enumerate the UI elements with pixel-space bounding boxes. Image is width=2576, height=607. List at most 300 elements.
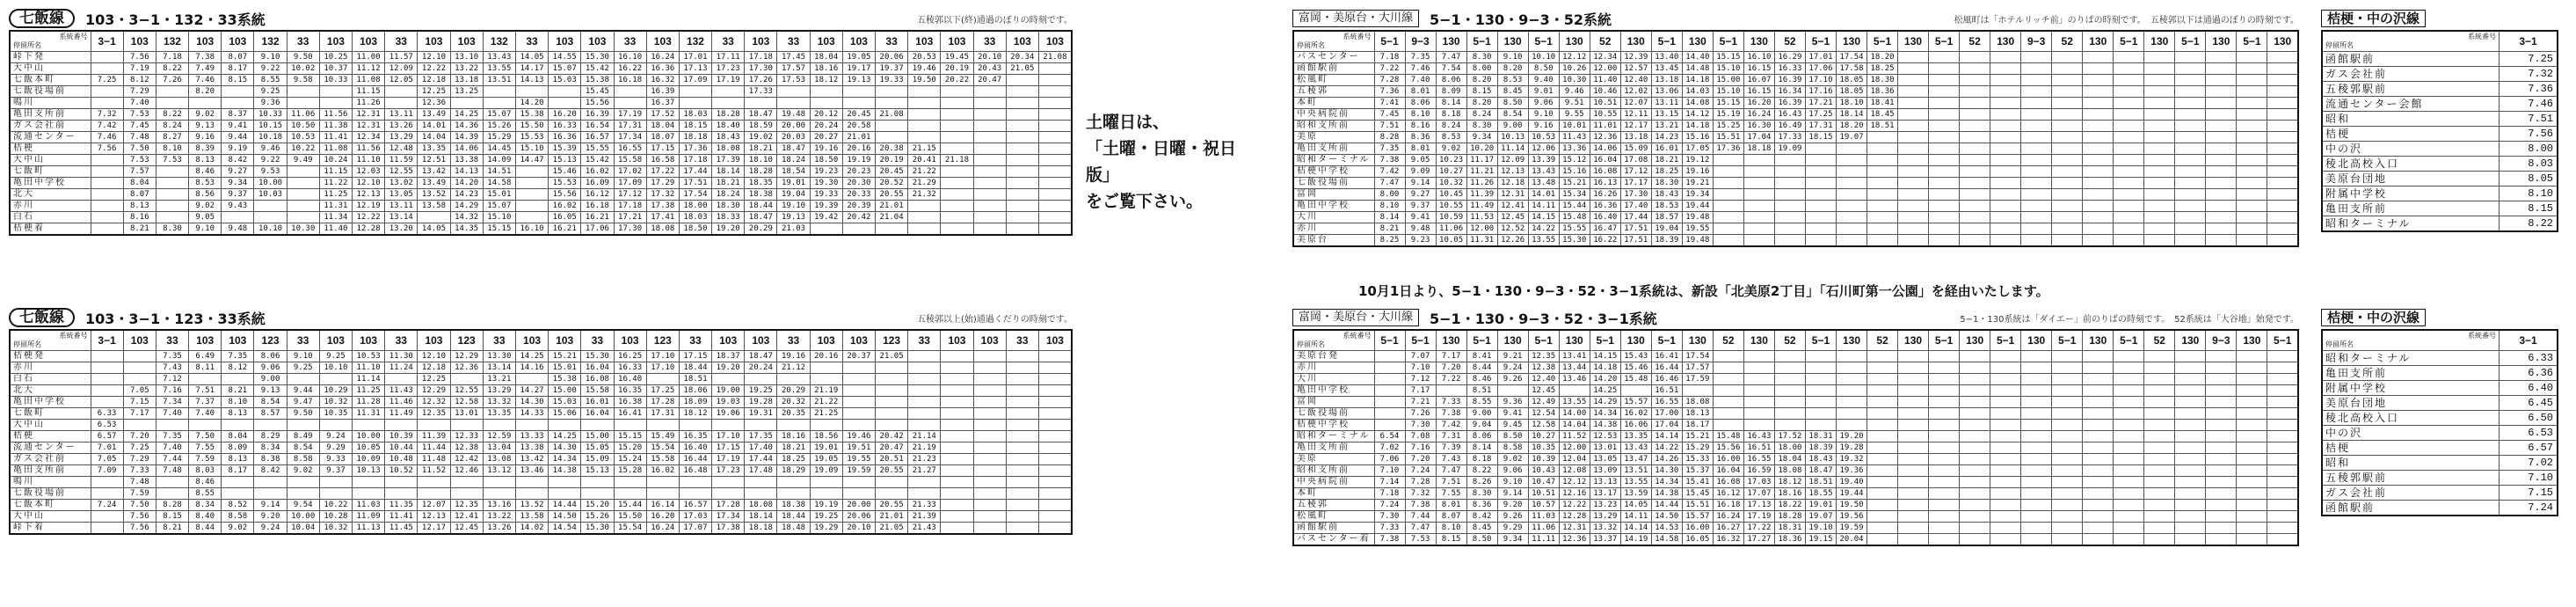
time-cell <box>908 109 941 121</box>
time-cell: 15.20 <box>581 500 614 511</box>
time-cell <box>2114 408 2144 420</box>
time-cell: 13.25 <box>450 86 483 98</box>
time-cell: 19.44 <box>1682 201 1713 212</box>
column-header-label: 系統番号 <box>59 332 88 340</box>
time-cell <box>2083 477 2114 488</box>
time-cell: 12.51 <box>418 155 450 166</box>
time-cell <box>91 86 123 98</box>
time-cell: 13.55 <box>483 63 515 75</box>
time-cell <box>1006 178 1038 189</box>
time-cell <box>1990 86 2021 98</box>
time-cell <box>1559 385 1590 397</box>
time-cell: 8.30 <box>156 223 188 236</box>
time-cell <box>973 212 1006 223</box>
table-row <box>10 132 1072 143</box>
time-cell <box>2144 201 2175 212</box>
time-cell <box>1867 189 1898 201</box>
time-cell <box>2267 523 2298 534</box>
time-cell <box>1774 166 1805 178</box>
time-cell: 16.26 <box>1590 189 1620 201</box>
time-cell: 7.54 <box>1436 63 1466 75</box>
time-cell <box>1006 374 1038 385</box>
time-cell: 8.55 <box>254 75 287 86</box>
time-cell <box>1960 362 1990 374</box>
time-cell <box>1929 75 1960 86</box>
time-cell: 8.55 <box>1466 397 1497 408</box>
time-cell <box>1038 178 1072 189</box>
time-cell <box>1743 166 1774 178</box>
time-cell: 17.59 <box>1682 374 1713 385</box>
time-cell: 12.25 <box>418 374 450 385</box>
time-cell: 11.11 <box>1528 534 1559 546</box>
stop-name-cell: 七飯本町 <box>10 75 91 86</box>
time-cell <box>1006 201 1038 212</box>
time-cell: 15.30 <box>581 52 614 63</box>
time-cell <box>2114 109 2144 121</box>
system-number-cell: 103 <box>973 330 1006 351</box>
time-cell: 11.13 <box>353 523 385 535</box>
time-cell <box>156 166 188 178</box>
time-cell: 21.01 <box>876 511 908 523</box>
time-cell <box>1038 431 1072 442</box>
time-cell <box>123 351 156 362</box>
time-cell <box>1805 201 1836 212</box>
time-cell: 8.42 <box>222 155 254 166</box>
system-number-cell: 130 <box>1436 330 1466 351</box>
time-cell <box>2206 166 2237 178</box>
time-cell: 8.46 <box>189 166 222 178</box>
time-cell <box>908 351 941 362</box>
time-cell: 14.15 <box>1590 351 1620 362</box>
time-cell <box>1867 477 1898 488</box>
time-cell <box>2175 109 2206 121</box>
time-cell: 8.17 <box>222 63 254 75</box>
time-cell <box>1867 235 1898 247</box>
time-cell: 10.27 <box>1436 166 1466 178</box>
time-cell <box>1990 351 2021 362</box>
time-cell: 15.28 <box>614 465 646 477</box>
table-row <box>2322 351 2558 366</box>
time-cell: 18.05 <box>1836 75 1867 86</box>
table-row <box>2322 501 2558 516</box>
time-cell: 8.46 <box>189 477 222 488</box>
timetable-grid <box>2321 30 2558 232</box>
time-cell: 19.50 <box>908 75 941 86</box>
time-cell <box>1867 511 1898 523</box>
time-cell <box>1929 420 1960 431</box>
system-number-cell: 103 <box>515 330 548 351</box>
time-cell: 8.24 <box>1466 109 1497 121</box>
time-cell <box>908 477 941 488</box>
time-cell <box>2052 465 2083 477</box>
stop-name-cell: 大川 <box>1293 212 1374 223</box>
time-cell <box>712 98 745 109</box>
time-cell: 9.10 <box>1528 109 1559 121</box>
time-cell <box>810 362 842 374</box>
time-cell: 12.59 <box>483 431 515 442</box>
time-cell: 21.43 <box>908 523 941 535</box>
time-cell <box>2175 52 2206 63</box>
time-cell <box>2206 98 2237 109</box>
time-cell: 13.48 <box>1528 178 1559 189</box>
stop-name-cell: 七飯役場前 <box>10 488 91 500</box>
time-cell <box>1990 397 2021 408</box>
time-cell: 17.30 <box>745 63 777 75</box>
time-cell <box>876 223 908 236</box>
table-row <box>1293 166 2298 178</box>
time-cell: 18.28 <box>712 109 745 121</box>
time-cell: 20.29 <box>777 385 810 397</box>
time-cell: 18.43 <box>1805 454 1836 465</box>
time-cell: 8.11 <box>189 362 222 374</box>
time-cell: 11.30 <box>385 351 418 362</box>
time-cell: 9.16 <box>1528 121 1559 132</box>
system-number-cell: 33 <box>483 330 515 351</box>
time-cell <box>2114 500 2144 511</box>
time-cell: 18.37 <box>712 351 745 362</box>
time-cell: 17.09 <box>679 75 711 86</box>
time-cell: 15.07 <box>483 201 515 212</box>
time-cell <box>1038 132 1072 143</box>
time-cell: 8.00 <box>1374 189 1405 201</box>
time-cell: 17.17 <box>1620 178 1651 189</box>
system-number-cell: 5−1 <box>2114 31 2144 52</box>
time-cell <box>908 488 941 500</box>
time-cell <box>515 178 548 189</box>
system-number-cell: 5−1 <box>1929 330 1960 351</box>
time-cell <box>1960 442 1990 454</box>
time-cell <box>876 374 908 385</box>
time-cell: 20.04 <box>1836 534 1867 546</box>
time-cell: 19.16 <box>810 143 842 155</box>
time-cell <box>1743 235 1774 247</box>
time-cell <box>1038 143 1072 155</box>
time-cell <box>1929 212 1960 223</box>
time-cell: 7.10 <box>1405 362 1436 374</box>
time-cell: 7.53 <box>156 155 188 166</box>
system-number-cell: 9−3 <box>1405 31 1436 52</box>
time-cell <box>2206 109 2237 121</box>
time-cell <box>1960 511 1990 523</box>
time-cell: 15.16 <box>1682 132 1713 143</box>
time-cell <box>941 397 973 408</box>
time-cell <box>1743 201 1774 212</box>
time-cell: 12.02 <box>1620 86 1651 98</box>
time-cell <box>2237 351 2267 362</box>
time-cell <box>189 98 222 109</box>
time-cell: 18.38 <box>777 500 810 511</box>
time-cell <box>2175 75 2206 86</box>
stop-header-cell <box>1293 31 1374 52</box>
time-cell <box>1898 477 1929 488</box>
time-cell: 9.02 <box>1497 454 1528 465</box>
system-number-cell: 5−1 <box>1990 330 2021 351</box>
time-cell: 15.39 <box>549 143 581 155</box>
time-cell <box>2052 374 2083 385</box>
time-cell: 17.07 <box>1743 488 1774 500</box>
time-cell <box>2144 121 2175 132</box>
time-cell: 15.13 <box>549 155 581 166</box>
time-cell: 17.34 <box>712 511 745 523</box>
time-cell <box>2052 362 2083 374</box>
system-number-cell: 5−1 <box>1805 330 1836 351</box>
time-cell: 18.50 <box>810 155 842 166</box>
time-cell: 16.14 <box>646 500 679 511</box>
time-cell: 11.06 <box>1528 523 1559 534</box>
time-cell: 9.27 <box>222 166 254 178</box>
time-cell <box>908 420 941 431</box>
time-cell: 7.46 <box>189 75 222 86</box>
time-cell <box>1038 201 1072 212</box>
time-cell <box>2237 534 2267 546</box>
time-cell <box>2083 189 2114 201</box>
stop-name-cell: 桔梗 <box>10 143 91 155</box>
time-cell: 21.32 <box>908 189 941 201</box>
time-cell: 12.54 <box>1528 408 1559 420</box>
time-cell <box>222 86 254 98</box>
time-cell <box>1898 63 1929 75</box>
time-cell: 18.44 <box>679 362 711 374</box>
time-cell <box>1898 109 1929 121</box>
time-cell: 12.55 <box>385 166 418 178</box>
time-cell: 11.35 <box>385 500 418 511</box>
time-cell <box>973 420 1006 431</box>
time-cell: 16.55 <box>1743 454 1774 465</box>
time-cell: 10.57 <box>1528 500 1559 511</box>
time-cell <box>2237 523 2267 534</box>
time-cell: 17.02 <box>614 166 646 178</box>
system-number-cell: 33 <box>777 330 810 351</box>
time-cell <box>2114 155 2144 166</box>
time-cell <box>1929 109 1960 121</box>
time-cell <box>1929 511 1960 523</box>
time-cell <box>941 143 973 155</box>
time-cell <box>2267 431 2298 442</box>
time-cell <box>2206 223 2237 235</box>
time-cell <box>973 431 1006 442</box>
time-cell <box>2175 488 2206 500</box>
time-cell: 19.33 <box>876 75 908 86</box>
time-cell <box>2175 189 2206 201</box>
time-cell: 8.49 <box>287 431 319 442</box>
time-cell: 7.20 <box>1405 454 1436 465</box>
time-cell <box>91 166 123 178</box>
row-header-label: 停留所名 <box>1297 41 1325 49</box>
time-cell <box>1960 132 1990 143</box>
time-cell <box>2267 235 2298 247</box>
time-cell: 10.51 <box>1528 488 1559 500</box>
time-cell <box>1898 454 1929 465</box>
time-cell <box>2237 454 2267 465</box>
time-cell: 14.26 <box>1651 454 1682 465</box>
time-cell: 7.35 <box>222 351 254 362</box>
stop-name-cell: 稜北高校入口 <box>2322 411 2500 426</box>
timetable-nakanosawa-bottom <box>2321 308 2558 516</box>
time-cell <box>1713 351 1743 362</box>
time-cell <box>679 86 711 98</box>
time-cell: 15.30 <box>1559 235 1590 247</box>
time-cell: 15.15 <box>1713 52 1743 63</box>
time-cell: 19.55 <box>842 454 875 465</box>
time-cell <box>679 488 711 500</box>
table-row <box>1293 385 2298 397</box>
time-cell: 10.25 <box>319 52 352 63</box>
time-cell <box>1743 362 1774 374</box>
time-cell <box>2175 465 2206 477</box>
time-cell: 15.56 <box>581 98 614 109</box>
time-cell: 16.32 <box>1713 534 1743 546</box>
time-cell <box>385 477 418 488</box>
time-cell <box>1805 212 1836 223</box>
time-cell: 14.09 <box>483 155 515 166</box>
timetable-nanae-up <box>9 9 1073 236</box>
system-number-cell: 5−1 <box>1528 330 1559 351</box>
stop-name-cell: 函館駅前 <box>2322 501 2500 516</box>
system-number-cell: 130 <box>1682 31 1713 52</box>
time-cell <box>287 86 319 98</box>
time-cell <box>1898 52 1929 63</box>
time-cell <box>123 362 156 374</box>
time-cell: 18.12 <box>810 75 842 86</box>
time-cell: 7.55 <box>189 442 222 454</box>
time-cell: 19.37 <box>876 63 908 75</box>
time-cell <box>385 420 418 431</box>
time-cell: 11.06 <box>1436 223 1466 235</box>
time-cell: 11.03 <box>1528 511 1559 523</box>
time-cell: 12.52 <box>1497 223 1528 235</box>
time-cell: 6.49 <box>189 351 222 362</box>
time-cell: 12.28 <box>353 223 385 236</box>
time-cell: 18.54 <box>777 166 810 178</box>
time-cell: 17.51 <box>1620 223 1651 235</box>
time-cell: 7.42 <box>1436 420 1466 431</box>
time-cell: 6.54 <box>1374 431 1405 442</box>
time-cell <box>2052 500 2083 511</box>
time-cell: 9.02 <box>189 109 222 121</box>
time-cell: 7.50 <box>189 431 222 442</box>
time-cell: 9.14 <box>1497 488 1528 500</box>
time-cell: 8.04 <box>222 431 254 442</box>
time-cell <box>549 488 581 500</box>
time-cell: 10.13 <box>1497 132 1528 143</box>
time-cell: 7.43 <box>156 362 188 374</box>
time-cell: 7.46 <box>1405 63 1436 75</box>
time-cell: 17.01 <box>1805 52 1836 63</box>
time-cell <box>2267 534 2298 546</box>
time-cell: 8.15 <box>2500 201 2558 216</box>
route-name-tag: 七飯線 <box>9 308 75 327</box>
column-header-label: 系統番号 <box>1343 33 1372 40</box>
time-cell <box>1836 223 1867 235</box>
timetable-nanae-down <box>9 308 1073 535</box>
time-cell: 7.08 <box>1405 431 1436 442</box>
time-cell: 19.28 <box>1836 442 1867 454</box>
time-cell <box>941 212 973 223</box>
system-number-cell: 103 <box>646 31 679 52</box>
time-cell <box>1867 362 1898 374</box>
time-cell <box>842 362 875 374</box>
table-row <box>1293 488 2298 500</box>
time-cell: 8.13 <box>123 201 156 212</box>
time-cell <box>483 86 515 98</box>
time-cell: 14.45 <box>483 143 515 155</box>
stop-name-cell: 昭和ターミナル <box>1293 431 1374 442</box>
time-cell <box>1990 143 2021 155</box>
time-cell <box>515 189 548 201</box>
time-cell: 15.50 <box>515 121 548 132</box>
time-cell <box>2114 420 2144 431</box>
time-cell: 7.53 <box>123 155 156 166</box>
time-cell <box>2114 75 2144 86</box>
time-cell <box>2237 511 2267 523</box>
table-row <box>10 488 1072 500</box>
time-cell <box>450 488 483 500</box>
stop-name-cell: 附属中学校 <box>2322 186 2500 201</box>
system-number-cell: 130 <box>1898 31 1929 52</box>
time-cell <box>1929 385 1960 397</box>
time-cell <box>1960 109 1990 121</box>
time-cell <box>810 86 842 98</box>
time-cell: 18.25 <box>1867 63 1898 75</box>
time-cell <box>1929 477 1960 488</box>
time-cell: 18.30 <box>1867 75 1898 86</box>
time-cell: 7.32 <box>1405 488 1436 500</box>
time-cell: 18.10 <box>1836 98 1867 109</box>
time-cell <box>973 109 1006 121</box>
time-cell: 12.41 <box>450 511 483 523</box>
time-cell: 8.56 <box>189 189 222 201</box>
time-cell: 16.12 <box>1713 488 1743 500</box>
time-cell: 16.33 <box>614 362 646 374</box>
time-cell: 16.59 <box>1743 465 1774 477</box>
time-cell <box>1497 385 1528 397</box>
time-cell <box>483 420 515 431</box>
time-cell: 18.14 <box>745 511 777 523</box>
time-cell <box>1960 121 1990 132</box>
time-cell <box>2267 143 2298 155</box>
time-cell <box>2083 201 2114 212</box>
time-cell: 17.54 <box>679 189 711 201</box>
row-header-label: 停留所名 <box>1297 340 1325 348</box>
time-cell: 18.10 <box>745 155 777 166</box>
time-cell <box>1898 143 1929 155</box>
time-cell <box>2144 488 2175 500</box>
time-cell: 13.20 <box>385 223 418 236</box>
time-cell <box>2175 454 2206 465</box>
table-row <box>1293 212 2298 223</box>
time-cell <box>91 201 123 212</box>
time-cell: 10.00 <box>254 178 287 189</box>
time-cell: 16.04 <box>581 362 614 374</box>
stop-name-cell: 七飯町 <box>10 166 91 178</box>
time-cell: 13.02 <box>385 178 418 189</box>
system-number-cell: 103 <box>222 330 254 351</box>
time-cell <box>1867 351 1898 362</box>
time-cell: 9.14 <box>254 500 287 511</box>
table-row <box>1293 121 2298 132</box>
time-cell: 16.05 <box>549 212 581 223</box>
time-cell: 20.51 <box>876 454 908 465</box>
time-cell <box>2267 385 2298 397</box>
time-cell <box>2114 212 2144 223</box>
table-row <box>1293 500 2298 511</box>
time-cell: 12.12 <box>1559 52 1590 63</box>
stop-header-cell <box>2322 330 2500 351</box>
time-cell <box>2267 109 2298 121</box>
time-cell <box>2144 477 2175 488</box>
time-cell: 18.36 <box>1774 534 1805 546</box>
time-cell <box>1929 442 1960 454</box>
